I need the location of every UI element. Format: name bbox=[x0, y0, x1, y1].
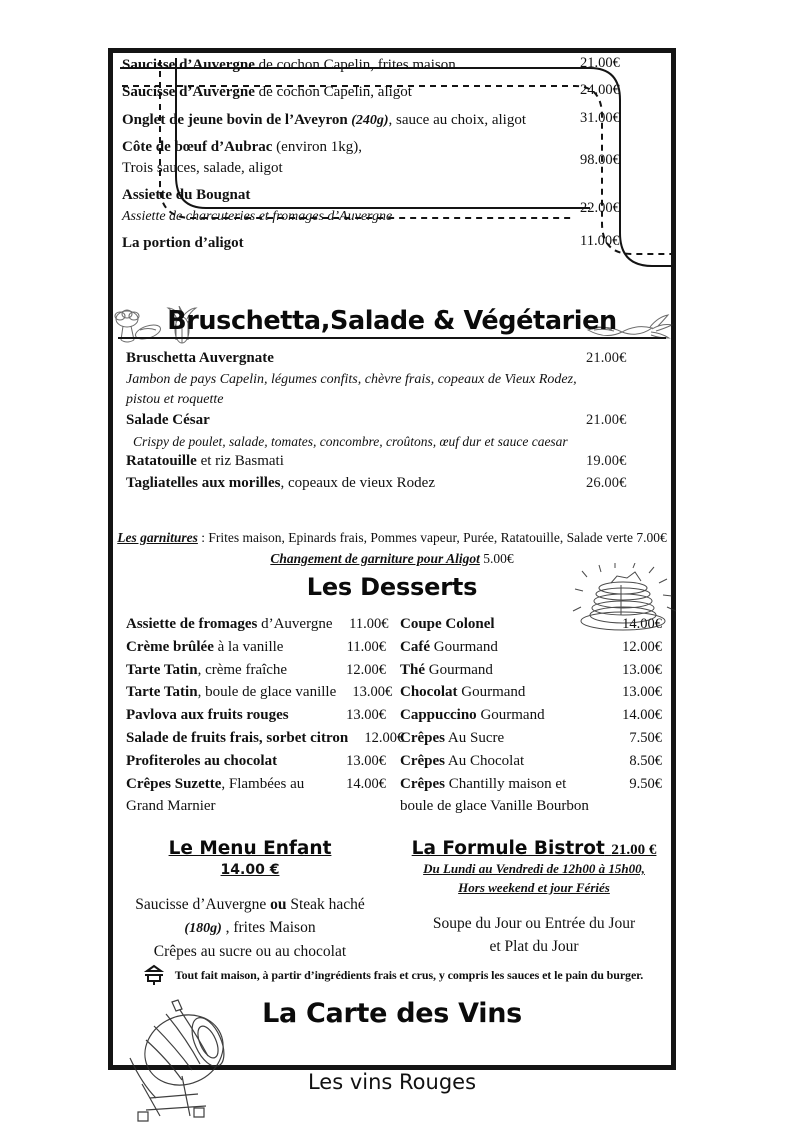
dessert-name-bold: Crêpes bbox=[400, 729, 445, 746]
garnitures-line1 bbox=[108, 528, 676, 549]
garnitures-label: Les garnitures bbox=[117, 530, 198, 545]
desserts-title: Les Desserts bbox=[306, 573, 478, 601]
dessert-name-rest: d’Auvergne bbox=[257, 616, 333, 632]
item-weight: (240g) bbox=[347, 112, 389, 128]
dessert-name-rest: Gourmand bbox=[425, 661, 493, 678]
wine-barrel-icon bbox=[120, 998, 250, 1123]
menu-enfant-title: Le Menu Enfant bbox=[168, 838, 332, 859]
disclaimer-text: Tout fait maison, à partir d’ingrédients frais et crus, y compris les sauces et le pain du burger. bbox=[174, 967, 644, 982]
dessert-name-rest: à la vanille bbox=[213, 638, 284, 655]
formule-body-line2: et Plat du Jour bbox=[489, 937, 579, 955]
dessert-price: 12.00€ bbox=[622, 638, 662, 655]
item-price: 31.00€ bbox=[580, 109, 620, 126]
dessert-name-bold: Assiette de fromages bbox=[126, 616, 258, 632]
enfant-weight: (180g) bbox=[184, 921, 222, 937]
dessert-row bbox=[400, 681, 676, 704]
formule-body-line1: Soupe du Jour ou Entrée du Jour bbox=[432, 914, 636, 932]
dessert-price: 8.50€ bbox=[629, 752, 662, 769]
menu-item-row bbox=[108, 55, 676, 76]
dessert-name-bold: Crêpes Suzette bbox=[126, 775, 222, 792]
dessert-name-rest: , boule de glace vanille bbox=[197, 684, 337, 701]
dessert-price: 14.00€ bbox=[622, 707, 662, 724]
dessert-name-bold: Crêpes bbox=[400, 752, 445, 769]
item-price: 24.00€ bbox=[580, 82, 620, 99]
menu-enfant-line2 bbox=[108, 916, 392, 939]
formule-bistrot-panel bbox=[392, 838, 676, 963]
homemade-disclaimer bbox=[108, 963, 676, 987]
dessert-row bbox=[126, 727, 405, 750]
enfant-side: , frites Maison bbox=[221, 919, 316, 937]
item-description-line2: pistou et roquette bbox=[126, 391, 224, 407]
formule-body bbox=[392, 912, 676, 959]
formule-hours-line1: Du Lundi au Vendredi de 12h00 à 15h00, bbox=[423, 861, 645, 876]
item-description: Assiette de charcuteries et fromages d’Auvergne bbox=[122, 208, 393, 224]
dessert-name-wrap: boule de glace Vanille Bourbon bbox=[400, 798, 589, 815]
dessert-name-rest: Chantilly maison et bbox=[445, 775, 567, 792]
menu-enfant-line3: Crêpes au sucre ou au chocolat bbox=[153, 942, 347, 960]
dessert-price: 13.00€ bbox=[352, 684, 393, 701]
header-rule bbox=[118, 337, 666, 339]
item-name-bold: Côte de bœuf d’Aubrac bbox=[122, 138, 273, 155]
dessert-name-bold: Crème brûlée bbox=[126, 638, 214, 655]
item-price: 21.00€ bbox=[580, 55, 620, 71]
dessert-row bbox=[126, 636, 392, 659]
item-price: 21.00€ bbox=[586, 411, 627, 428]
dessert-price: 14.00€ bbox=[622, 616, 662, 632]
menu-enfant-price: 14.00 € bbox=[220, 862, 280, 878]
menu-enfant-body bbox=[108, 893, 392, 963]
dessert-row bbox=[126, 750, 392, 773]
dessert-row bbox=[400, 727, 676, 750]
dessert-row bbox=[126, 613, 392, 636]
formule-bistrot-title bbox=[392, 838, 676, 859]
cooking-pan-icon bbox=[141, 963, 167, 987]
enfant-or-word: ou bbox=[270, 896, 287, 913]
dessert-price: 9.50€ bbox=[629, 775, 662, 792]
desserts-right-column bbox=[392, 613, 676, 818]
item-name-bold: Onglet de jeune bovin de l’Aveyron bbox=[122, 111, 348, 128]
item-name-bold: Salade César bbox=[126, 411, 210, 428]
dessert-price: 14.00€ bbox=[346, 775, 386, 792]
menu-enfant-line1 bbox=[108, 893, 392, 916]
dessert-row bbox=[400, 773, 676, 796]
dessert-row bbox=[126, 704, 392, 727]
menu-item-row bbox=[108, 185, 676, 226]
dessert-name-bold: Café bbox=[400, 638, 430, 655]
item-name-bold: Saucisse d’Auvergne bbox=[122, 84, 255, 101]
dessert-row bbox=[400, 704, 676, 727]
dessert-name-bold: Crêpes bbox=[400, 775, 445, 792]
dessert-price: 13.00€ bbox=[346, 752, 386, 769]
menu-item-row bbox=[108, 110, 676, 131]
item-name-bold: Saucisse d’Auvergne bbox=[122, 57, 255, 73]
dessert-name-bold: Pavlova aux fruits rouges bbox=[126, 707, 289, 724]
dessert-row bbox=[400, 750, 676, 773]
desserts-left-column bbox=[108, 613, 405, 818]
dessert-price: 13.00€ bbox=[622, 684, 662, 701]
item-price: 11.00€ bbox=[580, 232, 620, 249]
dessert-name-rest: Au Chocolat bbox=[445, 752, 525, 769]
enfant-option-a: Saucisse d’Auvergne bbox=[135, 896, 271, 913]
dessert-name-bold: Thé bbox=[400, 661, 426, 678]
dessert-price: 12.00€ bbox=[364, 729, 405, 746]
item-price: 98.00€ bbox=[580, 151, 620, 168]
section-title: Bruschetta,Salade & Végétarien bbox=[167, 306, 617, 336]
item-name-rest: , copeaux de vieux Rodez bbox=[280, 474, 435, 491]
dessert-row bbox=[400, 636, 676, 659]
dessert-price: 11.00€ bbox=[349, 616, 389, 632]
dessert-price: 11.00€ bbox=[346, 638, 386, 655]
pancake-stack-icon bbox=[563, 563, 683, 635]
dessert-name-bold: Tarte Tatin bbox=[126, 661, 198, 678]
dessert-name-rest: Gourmand bbox=[430, 638, 498, 655]
item-name-bold: Tagliatelles aux morilles bbox=[126, 474, 281, 491]
desserts-columns bbox=[108, 613, 676, 818]
item-name-line2: Trois sauces, salade, aligot bbox=[122, 160, 283, 177]
formule-price: 21.00 € bbox=[611, 842, 657, 858]
aligot-swap-price: 5.00€ bbox=[479, 550, 514, 566]
menu-item-row bbox=[108, 137, 676, 180]
menu-item-row bbox=[108, 473, 676, 494]
item-name-bold: La portion d’aligot bbox=[122, 234, 244, 251]
formule-title-text: La Formule Bistrot bbox=[411, 838, 605, 859]
dessert-name-bold: Coupe Colonel bbox=[400, 616, 495, 632]
item-name-rest: (environ 1kg), bbox=[272, 138, 362, 155]
wine-list-title: La Carte des Vins bbox=[262, 998, 522, 1029]
item-name-bold: Bruschetta Auvergnate bbox=[126, 350, 274, 366]
menu-item-row bbox=[108, 348, 676, 369]
dessert-name-rest: , crème fraîche bbox=[197, 661, 288, 678]
menu-enfant-panel bbox=[108, 838, 392, 963]
item-name-rest: de cochon Capelin, aligot bbox=[254, 84, 412, 101]
dessert-name-rest: Gourmand bbox=[457, 684, 526, 701]
dessert-price: 13.00€ bbox=[622, 661, 662, 678]
dessert-name-bold: Profiteroles au chocolat bbox=[126, 752, 278, 769]
item-price: 19.00€ bbox=[586, 452, 627, 469]
menu-content bbox=[108, 48, 676, 1070]
item-description-line1: Jambon de pays Capelin, légumes confits, chèvre frais, copeaux de Vieux Rodez, bbox=[126, 372, 577, 387]
dessert-name-bold: Cappuccino bbox=[400, 707, 477, 724]
menu-item-row bbox=[108, 451, 676, 472]
aligot-swap-label: Changement de garniture pour Aligot bbox=[270, 550, 480, 566]
dessert-name-wrap: Grand Marnier bbox=[126, 798, 216, 815]
dessert-name-rest: , Flambées au bbox=[221, 775, 305, 792]
dessert-name-bold: Chocolat bbox=[400, 684, 458, 701]
formule-hours-line2: Hors weekend et jour Fériés bbox=[458, 879, 610, 895]
bruschetta-items-list bbox=[108, 348, 676, 495]
item-name-bold: Ratatouille bbox=[126, 452, 197, 469]
formule-hours bbox=[392, 860, 676, 898]
dessert-row bbox=[126, 681, 392, 704]
item-name-rest: , sauce au choix, aligot bbox=[388, 111, 526, 128]
dessert-name-bold: Salade de fruits frais, sorbet citron bbox=[126, 729, 349, 746]
menu-item-row bbox=[108, 233, 676, 254]
item-name-rest: de cochon Capelin, frites maison bbox=[254, 57, 456, 73]
wine-subsection-title: Les vins Rouges bbox=[307, 1070, 477, 1094]
bruschetta-section-header bbox=[108, 306, 676, 348]
menu-item-row bbox=[108, 410, 676, 431]
item-price: 22.00€ bbox=[580, 199, 620, 216]
item-name-bold: Assiette du Bougnat bbox=[122, 187, 251, 204]
dessert-name-bold: Tarte Tatin bbox=[126, 684, 198, 701]
dessert-row bbox=[126, 773, 392, 796]
dessert-row bbox=[126, 659, 392, 682]
item-price: 26.00€ bbox=[586, 474, 627, 491]
item-price: 21.00€ bbox=[586, 350, 627, 366]
item-name-rest: et riz Basmati bbox=[196, 452, 284, 469]
item-description-line1: Crispy de poulet, salade, tomates, concombre, croûtons, œuf dur et sauce caesar bbox=[133, 433, 568, 449]
bottom-panels bbox=[108, 838, 676, 963]
garnitures-list: : Frites maison, Epinards frais, Pommes vapeur, Purée, Ratatouille, Salade verte 7.00€ bbox=[197, 530, 667, 545]
dessert-price: 13.00€ bbox=[346, 707, 386, 724]
dessert-name-rest: Au Sucre bbox=[445, 729, 505, 746]
dessert-price: 7.50€ bbox=[629, 729, 662, 746]
dessert-row bbox=[400, 659, 676, 682]
enfant-option-b: Steak haché bbox=[286, 896, 365, 913]
dessert-price: 12.00€ bbox=[346, 661, 386, 678]
menu-item-row bbox=[108, 82, 676, 103]
meat-dishes-section bbox=[108, 55, 676, 260]
dessert-name-rest: Gourmand bbox=[476, 707, 545, 724]
